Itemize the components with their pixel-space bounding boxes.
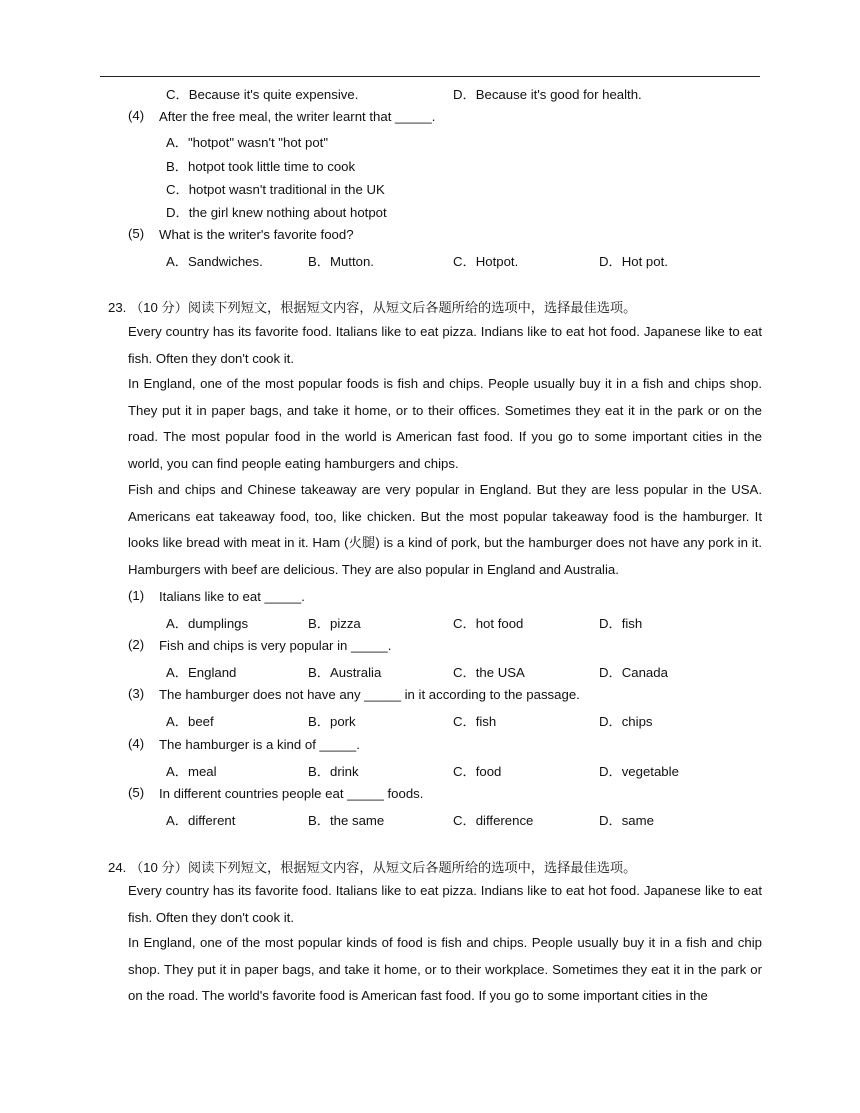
q22-q3-option-c[interactable]: C．Because it's quite expensive.: [166, 87, 359, 102]
q22-q4-option-d[interactable]: D．the girl knew nothing about hotpot: [166, 205, 387, 220]
q22-q5-option-a[interactable]: A．Sandwiches.: [166, 254, 263, 269]
q23-q5-stem: In different countries people eat _____ foods.: [159, 786, 424, 801]
q23-paragraph-1: Every country has its favorite food. Italians like to eat pizza. Indians like to eat hot food. Japanese like to eat fish. Often they don't cook it.: [128, 324, 762, 366]
q23-q1-option-a[interactable]: A．dumplings: [166, 616, 249, 631]
q23-q2-option-a[interactable]: A．England: [166, 665, 237, 680]
q23-q5-option-a[interactable]: A．different: [166, 813, 236, 828]
q22-q4-number: (4): [128, 108, 145, 123]
q23-q4-option-c[interactable]: C．food: [453, 764, 502, 779]
q23-heading: 23. （10 分）阅读下列短文，根据短文内容，从短文后各题所给的选项中，选择最佳选项。: [108, 300, 637, 315]
q22-q4-stem: After the free meal, the writer learnt that _____.: [159, 109, 436, 124]
q24-paragraph-2: In England, one of the most popular kinds of food is fish and chips. People usually buy it in a fish and chip shop. They put it in paper bags, and take it home, or to their workplace. Sometimes they eat it in the park or on the road. The world's favorite food is American fast food. If you go to some important cities in the: [128, 935, 762, 1003]
q23-q3-option-d[interactable]: D．chips: [599, 714, 653, 729]
q23-q5-number: (5): [128, 785, 145, 800]
q23-q1-option-c[interactable]: C．hot food: [453, 616, 524, 631]
q23-q5-option-b[interactable]: B．the same: [308, 813, 385, 828]
header-rule: [100, 76, 760, 77]
q24-paragraph-1: Every country has its favorite food. Italians like to eat pizza. Indians like to eat hot food. Japanese like to eat fish. Often they don't cook it.: [128, 883, 762, 925]
q23-q1-option-d[interactable]: D．fish: [599, 616, 643, 631]
q23-q4-option-a[interactable]: A．meal: [166, 764, 217, 779]
q22-q5-option-b[interactable]: B．Mutton.: [308, 254, 374, 269]
q23-q3-option-b[interactable]: B．pork: [308, 714, 356, 729]
q22-q4-option-b[interactable]: B．hotpot took little time to cook: [166, 159, 356, 174]
q22-q3-option-d[interactable]: D．Because it's good for health.: [453, 87, 642, 102]
q23-q1-option-b[interactable]: B．pizza: [308, 616, 361, 631]
q22-q4-option-c[interactable]: C．hotpot wasn't traditional in the UK: [166, 182, 385, 197]
q23-q5-option-c[interactable]: C．difference: [453, 813, 534, 828]
q23-q4-stem: The hamburger is a kind of _____.: [159, 737, 360, 752]
q23-q4-option-d[interactable]: D．vegetable: [599, 764, 679, 779]
q24-heading: 24. （10 分）阅读下列短文，根据短文内容，从短文后各题所给的选项中，选择最佳选项。: [108, 860, 637, 875]
q23-q4-number: (4): [128, 736, 145, 751]
q22-q5-number: (5): [128, 226, 145, 241]
q22-q5-option-c[interactable]: C．Hotpot.: [453, 254, 519, 269]
q23-q2-stem: Fish and chips is very popular in _____.: [159, 638, 392, 653]
q23-q2-option-d[interactable]: D．Canada: [599, 665, 668, 680]
q23-q1-stem: Italians like to eat _____.: [159, 589, 305, 604]
q23-q2-option-c[interactable]: C．the USA: [453, 665, 525, 680]
q23-q2-option-b[interactable]: B．Australia: [308, 665, 382, 680]
q22-q5-option-d[interactable]: D．Hot pot.: [599, 254, 668, 269]
q23-paragraph-3: Fish and chips and Chinese takeaway are very popular in England. But they are less popular in the USA. Americans eat takeaway food, too, like chicken. But the most popular takeaway food is the hamburger. It looks like bread with meat in it. Ham (火腿) is a kind of pork, but the hamburger does not have any pork in it. Hamburgers with beef are delicious. They are also popular in England and Australia.: [128, 482, 762, 577]
q23-q3-option-c[interactable]: C．fish: [453, 714, 497, 729]
q23-paragraph-2: In England, one of the most popular foods is fish and chips. People usually buy it in a fish and chips shop. They put it in paper bags, and take it home, or to their offices. Sometimes they eat it in the park or on the road. The most popular food in the world is American fast food. If you go to some important cities in the world, you can find people eating hamburgers and chips.: [128, 376, 762, 471]
q23-q1-number: (1): [128, 588, 145, 603]
q23-q2-number: (2): [128, 637, 145, 652]
q23-q3-number: (3): [128, 686, 145, 701]
q23-q3-stem: The hamburger does not have any _____ in it according to the passage.: [159, 687, 580, 702]
q23-q5-option-d[interactable]: D．same: [599, 813, 654, 828]
q22-q5-stem: What is the writer's favorite food?: [159, 227, 354, 242]
q23-q4-option-b[interactable]: B．drink: [308, 764, 359, 779]
q23-q3-option-a[interactable]: A．beef: [166, 714, 214, 729]
q22-q4-option-a[interactable]: A．"hotpot" wasn't "hot pot": [166, 135, 328, 150]
